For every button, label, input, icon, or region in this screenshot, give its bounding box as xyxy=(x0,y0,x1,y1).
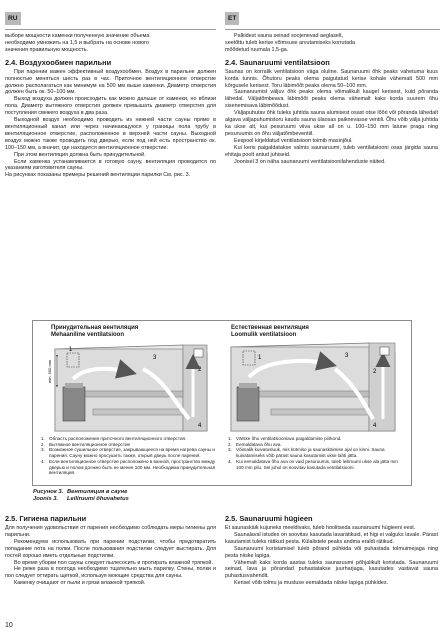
et-column-top xyxy=(225,33,438,165)
ru-intro-line: выборе мощности каменки полученную значение объема xyxy=(5,33,150,39)
et-paragraph: Saunaruumi koristamisel tuleb põrand pühkida või puhastada tolmuimejaga ning pesta niiske lapiga. xyxy=(225,545,438,559)
language-tag-et: ET xyxy=(225,12,239,25)
ru-section-heading-ventilation: 2.4. Воздухообмен парильни xyxy=(5,57,112,67)
legend-item: 3. Возможное сушильное отверстие, закрывающееся на время нагрева сауны и парения. Сауну можно просушить также, открыв дверь после парения. xyxy=(41,447,215,459)
min-height-label: min. 500 mm xyxy=(47,359,52,383)
page-number: 10 xyxy=(5,622,13,629)
ru-paragraph: Во время уборки пол сауны следует пылесосить и протирать влажной тряпкой. xyxy=(14,559,213,566)
et-section-heading-hygiene: 2.5. Saunaruumi hügieen xyxy=(225,514,313,523)
callout-1: 1 xyxy=(258,355,262,361)
et-column-bottom xyxy=(225,510,438,587)
et-paragraph: Eespool kirjeldatud ventilatsioon toimib masinjõul. xyxy=(234,137,353,144)
ru-paragraph: Выходной воздух необходимо проводить из нижней части сауны прямо в вентиляционный канал или через начинающуюся у границы пола трубу в вентиляционное отверстие, расположенное в верхней части сауны. Выходной воздух можно также проводить под дверью, если под ней есть пространство ок. 100–150 мм, а вначит, где находится вентиляционное отверстие. xyxy=(5,117,216,151)
et-paragraph: Saunas on korralik ventilatsioon väga oluline. Saunaruumi õhk peaks vahetuma kuus korda tunnis. Õhutoru peaks olema paigutatud kerise kohale vähemalt 500 mm kõrgusele kerisest. Toru läbimõõt peaks olema 50–100 mm. xyxy=(225,68,438,89)
et-intro-line: seetõttu tuleb kerise võimsuse arvutamiseks korrutada xyxy=(225,39,356,46)
header-divider-et xyxy=(225,29,440,30)
legend-item: 1. Värske õhu ventilatsiooniava paigaldamise piirkond. xyxy=(228,436,342,441)
et-paragraph: Kerisel võib tolmu ja mustuse eemaldada niiske lapiga pühkides. xyxy=(234,580,389,587)
ru-paragraph: Выход воздуха должен происходить как можно дальше от каменки, но вблизи пола. Диаметр вытяжного отверстия должен превышать диаметр отверстия для поступления свежего воздуха в два раза. xyxy=(5,96,216,117)
mechanical-ventilation-diagram xyxy=(43,339,221,433)
ru-section-heading-hygiene: 2.5. Гигиена парильни xyxy=(5,514,87,523)
figure-caption: Рисунок 3. Вентиляция в сауне Joonis 3. Leiliruumi õhuvahetus xyxy=(33,489,129,503)
ru-paragraph: При парении важен эффективный воздухообмен. Воздух в парильне должен полностью меняться шесть раз в час. Приточное вентиляционное отверстие должно располагаться как минимум на 500 мм выше каменки. Диаметр отверстия должен быть ок. 50–100 мм. xyxy=(5,68,216,96)
et-intro-line: Palkidest sauna seinad soojenevad aeglaselt, xyxy=(234,33,344,39)
mechanical-ventilation-title: Принудительная вентиляция Mehaaniline ventilatsioon xyxy=(51,325,139,338)
callout-2: 2 xyxy=(373,369,377,375)
callout-3: 3 xyxy=(153,355,157,361)
legend-et xyxy=(228,436,406,470)
et-paragraph: Vähemalt kaks korda aastas tuleks saunaruumi põhjalikult koristada. Saunaruumi seinad, lava ja põrandad puhastatakse juurharjaga, kasutades vastavat sauna puhastusvahendit. xyxy=(225,559,438,580)
callout-4: 4 xyxy=(373,423,377,429)
ru-intro-line: необходимо умножить на 1,5 и выбрать на основе нового xyxy=(5,39,149,46)
legend-item: 3. Võimalik kuivatusluuk, mis kütmise ja saunaskäimise ajal on kinni. Sauna kuivatamiseks võib pärast sauna kasutamist ukse lahti jätta. xyxy=(228,447,385,459)
natural-ventilation-title: Естественная вентиляция Loomulik ventilatsioon xyxy=(231,325,309,338)
callout-4: 4 xyxy=(198,423,202,429)
language-tag-ru: RU xyxy=(5,12,21,25)
ru-column-bottom xyxy=(5,510,216,587)
et-paragraph: Et saunaskäik kujuneks meeldivaks, tuleb hoolitseda saunaruumi hügieeni eest. xyxy=(225,525,416,531)
legend-ru xyxy=(41,436,217,476)
callout-2: 2 xyxy=(198,367,202,373)
legend-item: 2. Eemaldatava õhu ava. xyxy=(228,441,282,447)
et-paragraph: Kui keris paigaldatakse valmis saunaruumi, tuleb ventilatsiooni osas järgida sauna ehitaja poolt antud juhiseid. xyxy=(225,144,438,158)
ru-paragraph: Для получения удовольствия от парения необходимо соблюдать меры гигиены для парильни. xyxy=(5,525,216,538)
et-paragraph: Saunalaval istudes on soovitav kasutada lavarätikuid, et higi ei valguks lavale. Pärast kasutamist tuleks rätikud pesta. Külalistele peaks andma eraldi rätikud. xyxy=(225,531,438,545)
et-intro-line: mõõdetud ruumala 1,5-ga. xyxy=(225,46,289,53)
mechanical-ventilation-panel xyxy=(43,325,223,433)
natural-ventilation-panel xyxy=(223,325,403,433)
ru-paragraph: При этом вентиляция должна быть принудительной. xyxy=(14,151,146,158)
callout-3: 3 xyxy=(345,353,349,359)
et-section-heading-ventilation: 2.4. Saunaruumi ventilatsioon xyxy=(225,57,330,67)
ru-paragraph: Рекомендуем использовать при парении подстилки, чтобы предотвратить попадание пота на полки. После пользования подстилки следует выстирать. Для гостей хорошо иметь отдельные подстилки. xyxy=(5,538,216,559)
legend-item: 4. Kui eemaldatava õhu ava on vaid pesuruumis, tuleb leiliruumi ukse ala jätta min 100 mm pilu. Sel juhul on soovitav kasutada ventilatsiooni. xyxy=(228,458,398,470)
legend-item: 1. Область расположения приточного вентиляционного отверстия. xyxy=(41,436,187,441)
ventilation-figure xyxy=(32,320,412,486)
et-paragraph: Väljapuhutav õhk tuleks juhtida sauna alumisest osast otse lõõri või põranda lähedalt algava väljapuhumistoru kaudu sauna ülaosas paiknevasse ventili. Õhu võib välja juhtida ka ukse alt, kui pesuruumi viiva ukse all on u. 100–150 mm laiune praga ning pesuruumis on õhu väljatõmbeventiil. xyxy=(225,110,438,137)
natural-ventilation-diagram xyxy=(223,339,403,433)
et-paragraph: Saunaruumist väljuv õhk peaks olema võimalikult kaugel kerisest, kuid põranda lähedal. Väljatõmbeava läbimõõt peaks olema vähemalt kaks korda suurem õhu sisenemisava läbimõõdust. xyxy=(225,89,438,110)
ru-column-top xyxy=(5,33,216,179)
ru-paragraph: Каменку очищают от пыли и грязи влажной тряпкой. xyxy=(14,580,146,587)
ru-paragraph: Не реже раза в полгода необходимо тщательно мыть парилку. Стены, полки и пол следует оттирать щеткой, используя моющие средства для сауны. xyxy=(5,566,216,580)
ru-paragraph: Если каменка устанавливается в готовую сауну, вентиляция проводится по указаниям изготовителя сауны. xyxy=(5,158,216,172)
legend-item: 4. Если вентиляционное отверстие расположено в ванной, пространство между дверью и полом должно быть не менее 100 мм. Необходима принудительная вентиляция. xyxy=(41,458,216,476)
callout-1: 1 xyxy=(69,347,73,353)
header-divider-ru xyxy=(5,29,216,30)
ru-paragraph: На рисунках показаны примеры решений вентиляции парилки См. рис. 3. xyxy=(5,172,191,179)
ru-intro-line: значения правильную мощность. xyxy=(5,46,89,53)
et-paragraph: Joonisel 3 on näha saunaruumi ventilatsioonilahenduste näited. xyxy=(234,158,386,165)
legend-item: 2. Вытяжное вентиляционное отверстие xyxy=(41,441,131,447)
